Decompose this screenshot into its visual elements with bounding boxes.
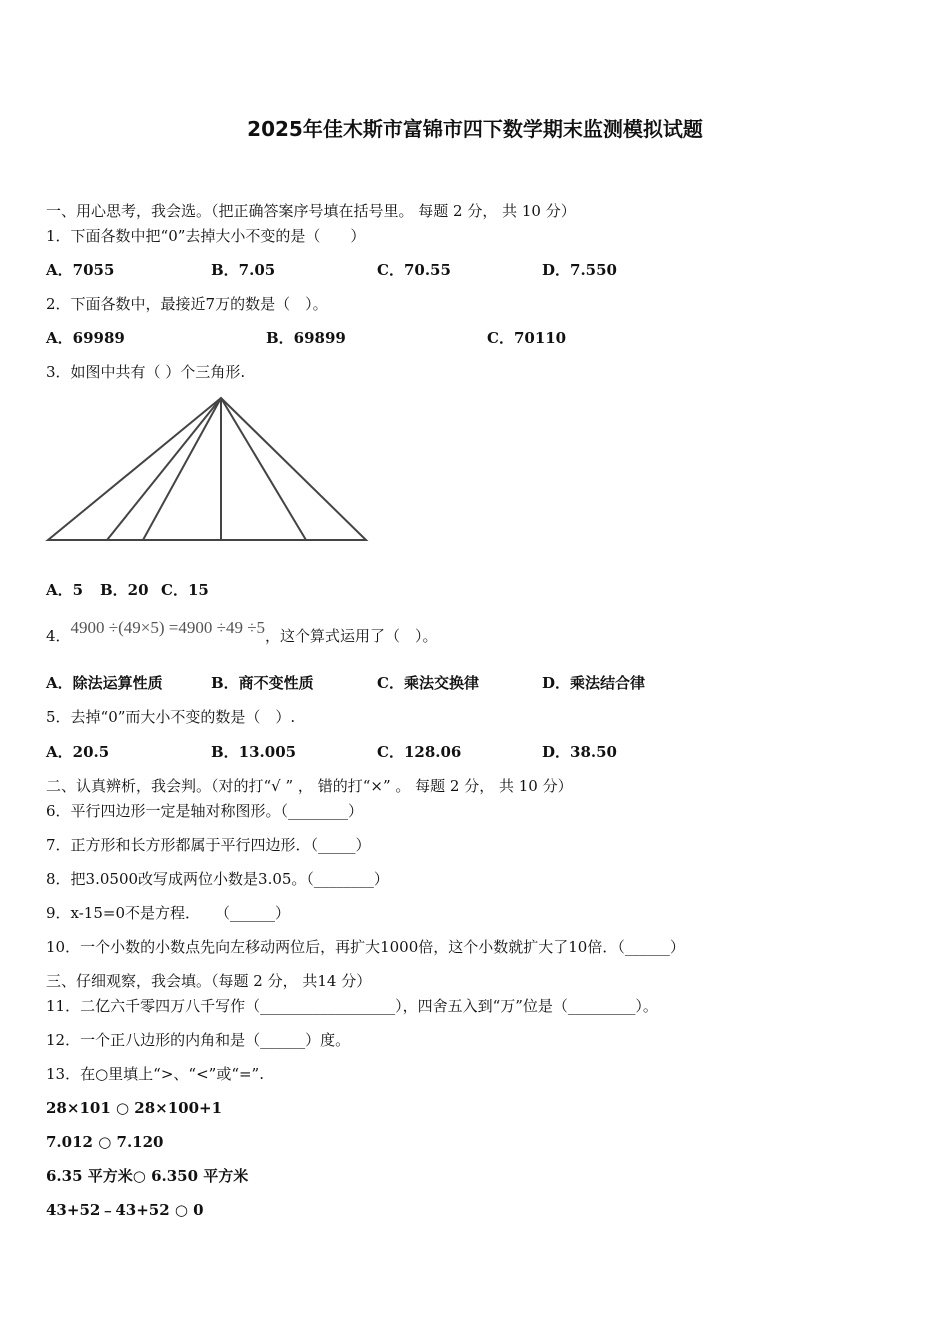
q5-option-b: B．13.005 <box>211 743 297 761</box>
q13-item: 28×101 ○ 28×100+1 <box>46 1099 223 1117</box>
section-2-heading: 二、认真辨析，我会判。（对的打“√ ” ， 错的打“×” 。 每题 2 分， 共 10 分） <box>46 777 573 795</box>
q3-option-b: B．20 <box>100 581 149 599</box>
q1-option-c: C．70.55 <box>377 261 451 279</box>
question-13: 13．在○里填上“>、“<”或“=”. <box>46 1065 264 1083</box>
question-9: 9．x-15=0不是方程． （______） <box>46 904 291 922</box>
q4-number: 4． <box>46 627 71 645</box>
section-3-heading: 三、仔细观察，我会填。（每题 2 分， 共14 分） <box>46 972 372 990</box>
question-1: 1．下面各数中把“0”去掉大小不变的是（ ） <box>46 227 366 245</box>
question-5: 5．去掉“0”而大小不变的数是（ ）. <box>46 708 296 726</box>
q3-option-a: A．5 <box>46 581 84 599</box>
q4-option-d: D．乘法结合律 <box>542 674 646 692</box>
section-1-heading: 一、用心思考，我会选。（把正确答案序号填在括号里。 每题 2 分， 共 10 分） <box>46 202 576 220</box>
q4-option-c: C．乘法交换律 <box>377 674 479 692</box>
q3-option-c: C．15 <box>161 581 209 599</box>
q4-text: ，这个算式运用了（ ）。 <box>265 627 438 645</box>
q5-option-a: A．20.5 <box>46 743 110 761</box>
q13-item: 6.35 平方米○ 6.350 平方米 <box>46 1167 249 1185</box>
q1-option-b: B．7.05 <box>211 261 276 279</box>
page-title: 2025年佳木斯市富锦市四下数学期末监测模拟试题 <box>247 117 703 141</box>
question-7: 7．正方形和长方形都属于平行四边形．（_____） <box>46 836 371 854</box>
q2-option-c: C．70110 <box>487 329 567 347</box>
q4-option-b: B．商不变性质 <box>211 674 314 692</box>
question-8: 8．把3.0500改写成两位小数是3.05。（________） <box>46 870 389 888</box>
q4-formula: 4900 ÷(49×5) =4900 ÷49 ÷5 <box>70 618 266 637</box>
q13-item: 43+52﹣43+52 ○ 0 <box>46 1201 204 1219</box>
q4-option-a: A．除法运算性质 <box>46 674 163 692</box>
q5-option-c: C．128.06 <box>377 743 462 761</box>
question-2: 2．下面各数中，最接近7万的数是（ ）。 <box>46 295 328 313</box>
question-6: 6．平行四边形一定是轴对称图形。（________） <box>46 802 364 820</box>
q5-option-d: D．38.50 <box>542 743 617 761</box>
q13-item: 7.012 ○ 7.120 <box>46 1133 164 1151</box>
question-12: 12．一个正八边形的内角和是（______）度。 <box>46 1031 351 1049</box>
question-3: 3．如图中共有（ ）个三角形. <box>46 363 246 381</box>
q2-option-a: A．69989 <box>46 329 125 347</box>
q2-option-b: B．69899 <box>266 329 346 347</box>
question-11: 11．二亿六千零四万八千写作（__________________），四舍五入到“万”位是（_________）。 <box>46 997 658 1015</box>
question-4 <box>46 618 438 645</box>
q1-option-a: A．7055 <box>46 261 115 279</box>
question-10: 10．一个小数的小数点先向左移动两位后，再扩大1000倍，这个小数就扩大了10倍．（______） <box>46 938 685 956</box>
q1-option-d: D．7.550 <box>542 261 617 279</box>
triangle-figure <box>0 0 950 600</box>
